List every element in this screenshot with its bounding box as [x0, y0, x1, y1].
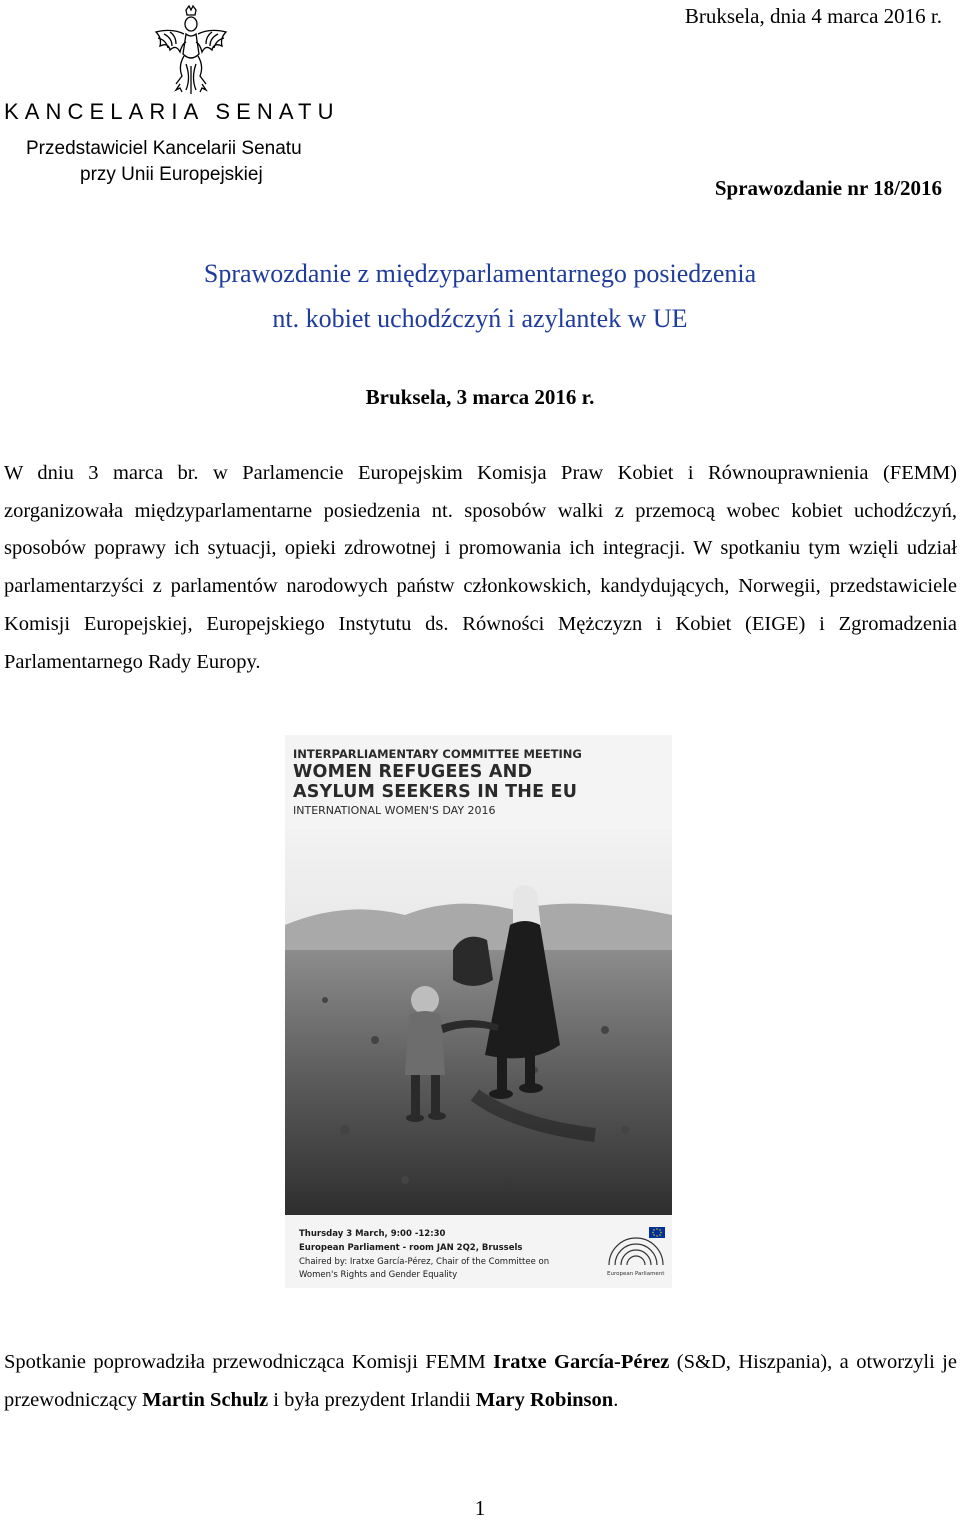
page-number: 1	[474, 1496, 486, 1520]
person-name: Mary Robinson	[475, 1388, 614, 1411]
poster-date: Thursday 3 March, 9:00 -12:30	[299, 1229, 446, 1239]
document-title-line-1: Sprawozdanie z międzyparlamentarnego posiedzenia	[203, 259, 757, 288]
polish-eagle-emblem	[150, 4, 232, 98]
poster-header	[285, 735, 672, 830]
institution-name: KANCELARIA SENATU	[4, 99, 340, 124]
text-segment: Spotkanie poprowadziła przewodnicząca Komisji FEMM	[4, 1351, 494, 1373]
meeting-date: Bruksela, 3 marca 2016 r.	[365, 385, 595, 409]
european-parliament-label: European Parliament	[607, 1271, 665, 1277]
text-segment: .	[613, 1388, 619, 1411]
institution-subtitle-2: przy Unii Europejskiej	[80, 164, 263, 185]
person-name: Iratxe García-Pérez	[493, 1351, 670, 1373]
european-parliament-logo-icon	[605, 1225, 667, 1273]
report-number: Sprawozdanie nr 18/2016	[714, 176, 942, 200]
poster-heading-sub: INTERNATIONAL WOMEN'S DAY 2016	[293, 804, 496, 817]
text-segment: (S&D, Hiszpania), a otworzyli je przewodniczący	[4, 1351, 957, 1411]
refugee-photo	[285, 830, 672, 1215]
poster-heading-small: INTERPARLIAMENTARY COMMITTEE MEETING	[293, 747, 582, 761]
poster-heading-main-2: ASYLUM SEEKERS IN THE EU	[293, 782, 578, 802]
poster-heading-main-1: WOMEN REFUGEES AND	[293, 762, 533, 782]
body-paragraph-1: W dniu 3 marca br. w Parlamencie Europejskim Komisja Praw Kobiet i Równouprawnienia (FEMM) zorganizowała międzyparlamentarne posiedzenia nt. sposobów walki z przemocą wobec kobiet uchodźczyń, sposobów poprawy ich sytuacji, opieki zdrowotnej i promowania ich integracji. W spotkaniu tym wzięli udział parlamentarzyści z parlamentów narodowych państw członkowskich, kandydujących, Norwegii, przedstawiciele Komisji Europejskiej, Europejskiego Instytutu ds. Równości Mężczyzn i Kobiet (EIGE) i Zgromadzenia Parlamentarnego Rady Europy.	[4, 462, 957, 673]
poster-location: European Parliament - room JAN 2Q2, Brussels	[299, 1243, 523, 1253]
person-name: Martin Schulz	[142, 1388, 269, 1411]
poster-footer	[285, 1215, 672, 1288]
event-poster	[285, 735, 672, 1288]
body-paragraph-2	[4, 1344, 957, 1419]
text-segment: i była prezydent Irlandii	[268, 1388, 476, 1411]
document-date: Bruksela, dnia 4 marca 2016 r.	[684, 4, 942, 28]
poster-chair: Chaired by: Iratxe García-Pérez, Chair of the Committee on	[299, 1257, 550, 1267]
poster-committee: Women's Rights and Gender Equality	[299, 1270, 458, 1280]
document-title-line-2: nt. kobiet uchodźczyń i azylantek w UE	[272, 304, 688, 333]
institution-subtitle: Przedstawiciel Kancelarii Senatu	[26, 138, 302, 159]
